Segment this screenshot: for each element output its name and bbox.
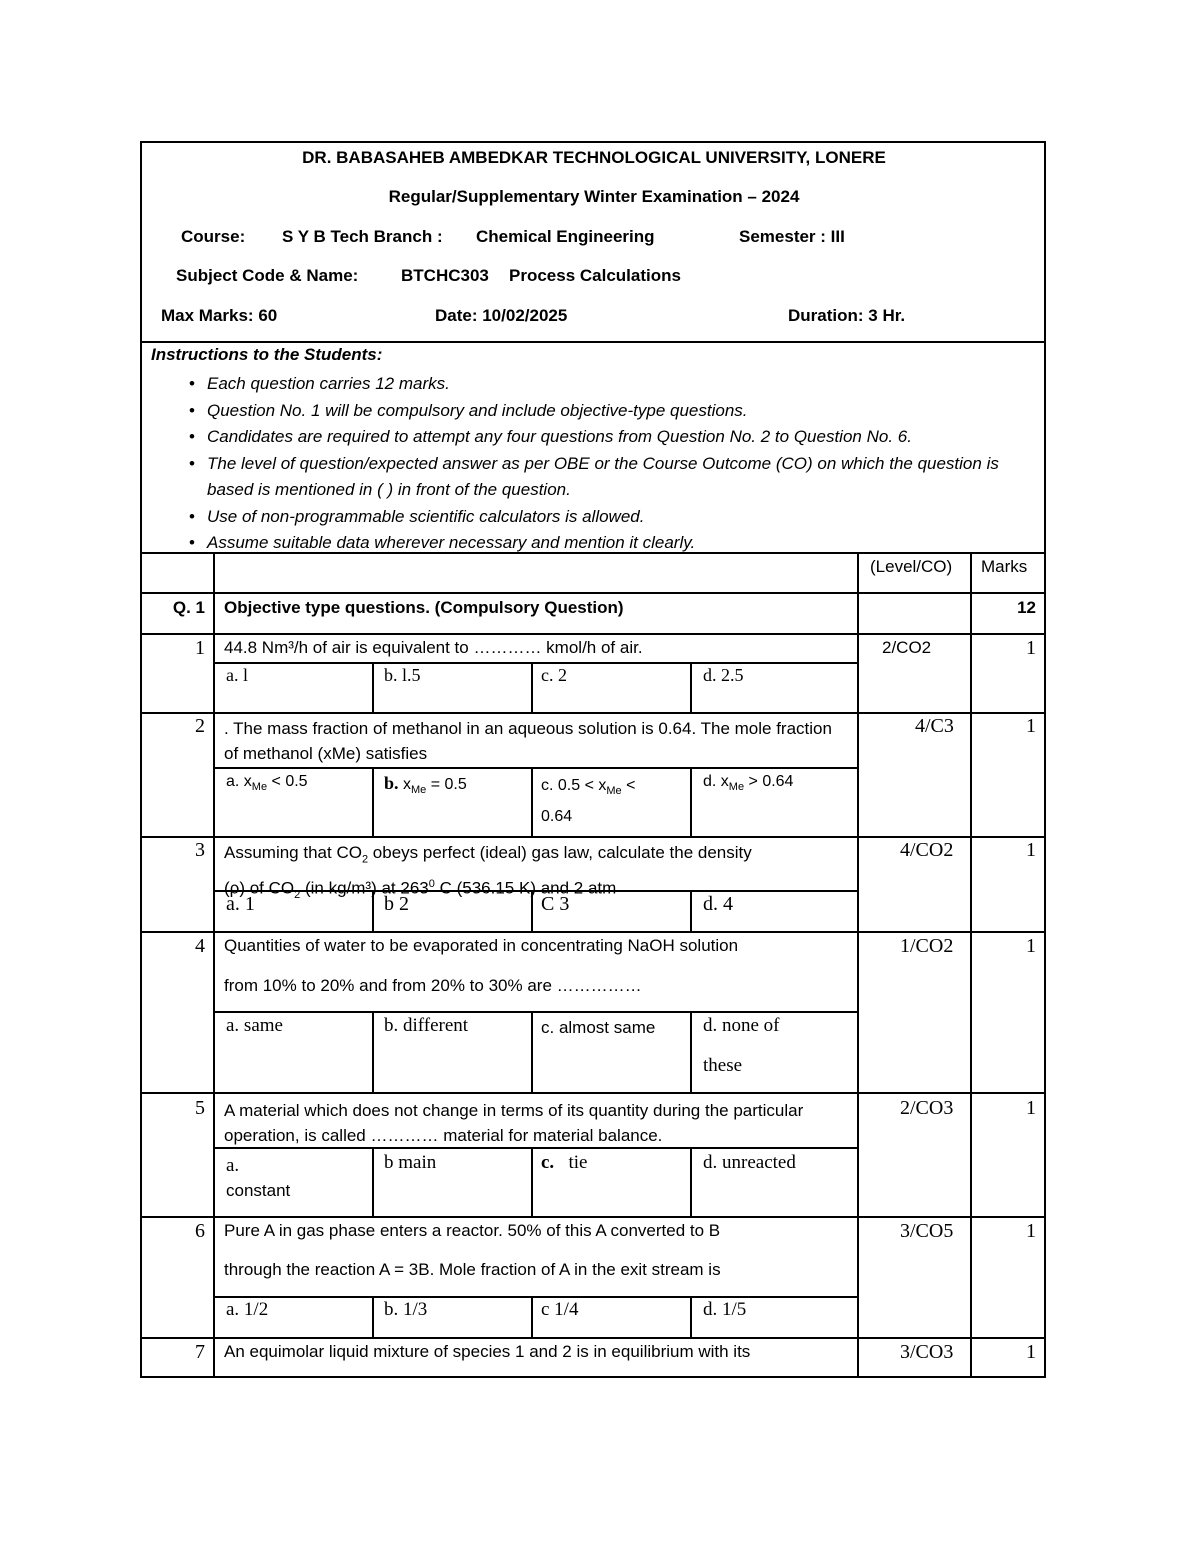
level-co-header: (Level/CO): [870, 557, 953, 576]
question-marks: 1: [1026, 1097, 1036, 1119]
question-marks: 1: [1026, 715, 1036, 737]
row-divider: [142, 1216, 1046, 1218]
instruction-item: • Use of non-programmable scientific calculators is allowed.: [142, 504, 1047, 531]
option-col-divider: [372, 662, 374, 712]
option-b: b. $x_{Me} = 0.5$: [384, 773, 467, 797]
question-text: 44.8 Nm³/h of air is equivalent to ………… kmol/h of air.: [224, 638, 643, 657]
option-row-divider: [213, 767, 857, 769]
question-marks: 1: [1026, 839, 1036, 861]
option-b: b 2: [384, 893, 409, 915]
option-col-divider: [690, 662, 692, 712]
course-label: Course:: [181, 227, 246, 246]
option-a: a. constant: [226, 1155, 291, 1200]
option-c: C 3: [541, 893, 570, 915]
question-marks: 1: [1026, 1341, 1036, 1363]
exam-header: [142, 143, 1046, 343]
option-col-divider: [372, 1147, 374, 1216]
option-a: a. 1/2: [226, 1299, 269, 1320]
option-c: c. almost same: [541, 1018, 656, 1037]
question-level: 3/CO5: [900, 1220, 954, 1242]
exam-date: Date: 10/02/2025: [435, 306, 568, 325]
question-marks: 1: [1026, 1220, 1036, 1242]
row-divider: [142, 712, 1046, 714]
option-row-divider: [213, 662, 857, 664]
option-col-divider: [531, 1147, 533, 1216]
col-divider: [857, 552, 859, 1378]
question-text-line2: from 10% to 20% and from 20% to 30% are ……………: [224, 976, 642, 995]
option-c: c. 2: [541, 665, 567, 685]
row-divider: [142, 836, 1046, 838]
row-divider: [142, 592, 1046, 594]
option-col-divider: [531, 1011, 533, 1092]
instructions-section: [142, 341, 1046, 554]
col-divider: [213, 552, 215, 1378]
option-b: b. 1/3: [384, 1299, 428, 1320]
option-d: d. 1/5: [703, 1299, 747, 1320]
instruction-item: • Question No. 1 will be compulsory and include objective-type questions.: [142, 398, 1047, 425]
question-number: 5: [195, 1097, 205, 1119]
option-b: b main: [384, 1152, 437, 1173]
exam-title: Regular/Supplementary Winter Examination – 2024: [388, 187, 800, 206]
question-number: 1: [195, 637, 205, 659]
question-text: Assuming that $CO_2$ obeys perfect (ideal) gas law, calculate the density (ρ) of $CO_2$ (in kg/m³) at $263^0$ C (536.15 K) and 2 atm: [224, 843, 752, 902]
option-c: c. $0.5 < x_{Me}$ < 0.64: [541, 777, 636, 826]
question-level: 1/CO2: [900, 935, 954, 957]
option-col-divider: [531, 662, 533, 712]
option-d: d. none of: [703, 1015, 780, 1036]
row-divider: [142, 931, 1046, 933]
option-col-divider: [690, 1296, 692, 1337]
question-level: 2/CO2: [882, 638, 932, 657]
option-d: d. 4: [703, 893, 733, 915]
question-level: 4/C3: [915, 715, 954, 737]
question-number: 7: [195, 1341, 205, 1363]
option-a: a. $x_{Me} < 0.5$: [226, 773, 308, 794]
marks-header: Marks: [981, 557, 1028, 576]
instructions-title: Instructions to the Students:: [151, 345, 383, 364]
option-row-divider: [213, 1296, 857, 1298]
branch-value: Chemical Engineering: [476, 227, 655, 246]
row-divider: [142, 1092, 1046, 1094]
instruction-item: • Each question carries 12 marks.: [142, 371, 1047, 398]
option-a: a. same: [226, 1015, 283, 1036]
question-marks: 1: [1026, 637, 1036, 659]
q1-marks: 12: [1017, 598, 1036, 617]
question-number: 6: [195, 1220, 205, 1242]
max-marks: Max Marks: 60: [161, 306, 278, 325]
question-level: 2/CO3: [900, 1097, 954, 1119]
question-text: A material which does not change in terms of its quantity during the particular operation, is called ………… material for material balance.: [224, 1101, 804, 1145]
option-col-divider: [372, 1011, 374, 1092]
question-text-line2: through the reaction A = 3B. Mole fraction of A in the exit stream is: [224, 1260, 721, 1279]
question-text: Pure A in gas phase enters a reactor. 50% of this A converted to B: [224, 1221, 721, 1240]
question-marks: 1: [1026, 935, 1036, 957]
row-divider: [142, 1337, 1046, 1339]
q1-label: Q. 1: [172, 598, 205, 617]
option-b: b. different: [384, 1015, 469, 1036]
instruction-item: • The level of question/expected answer as per OBE or the Course Outcome (CO) on which the question is based is mentioned in ( ) in front of the question.: [142, 451, 1047, 504]
option-d-line2: these: [703, 1055, 743, 1076]
option-col-divider: [690, 1011, 692, 1092]
row-divider: [142, 633, 1046, 635]
option-col-divider: [690, 1147, 692, 1216]
exam-paper: [140, 141, 1046, 1378]
question-level: 4/CO2: [900, 839, 954, 861]
instructions-list: [142, 371, 1047, 557]
option-col-divider: [372, 767, 374, 836]
question-text: Quantities of water to be evaporated in concentrating NaOH solution: [224, 936, 739, 955]
option-d: d. 2.5: [703, 665, 744, 685]
course-value: S Y B Tech Branch :: [282, 227, 443, 246]
option-col-divider: [372, 1296, 374, 1337]
question-text: An equimolar liquid mixture of species 1 and 2 is in equilibrium with its: [224, 1342, 751, 1361]
exam-duration: Duration: 3 Hr.: [788, 306, 906, 325]
subject-code: BTCHC303: [401, 266, 489, 285]
instruction-item: • Assume suitable data wherever necessary and mention it clearly.: [142, 530, 1047, 557]
question-level: 3/CO3: [900, 1341, 954, 1363]
option-col-divider: [690, 767, 692, 836]
option-a: a. l: [226, 665, 248, 685]
option-c: c. tie: [541, 1152, 588, 1173]
question-number: 3: [195, 839, 205, 861]
question-text: . The mass fraction of methanol in an aqueous solution is 0.64. The mole fraction of methanol (xMe) satisfies: [224, 719, 832, 763]
option-b: b. l.5: [384, 665, 421, 685]
question-number: 2: [195, 715, 205, 737]
instruction-item: • Candidates are required to attempt any four questions from Question No. 2 to Question No. 6.: [142, 424, 1047, 451]
col-divider: [970, 552, 972, 1378]
option-d: d. $x_{Me} > 0.64$: [703, 773, 794, 794]
option-col-divider: [531, 1296, 533, 1337]
q1-title: Objective type questions. (Compulsory Question): [224, 598, 624, 617]
question-number: 4: [195, 935, 205, 957]
option-row-divider: [213, 1011, 857, 1013]
option-d: d. unreacted: [703, 1152, 796, 1173]
option-c: c 1/4: [541, 1299, 579, 1320]
option-a: a. 1: [226, 893, 255, 915]
subject-name: Process Calculations: [509, 266, 681, 285]
semester: Semester : III: [739, 227, 845, 246]
university-name: DR. BABASAHEB AMBEDKAR TECHNOLOGICAL UNIVERSITY, LONERE: [302, 148, 886, 167]
option-col-divider: [531, 767, 533, 836]
subject-label: Subject Code & Name:: [176, 266, 359, 285]
